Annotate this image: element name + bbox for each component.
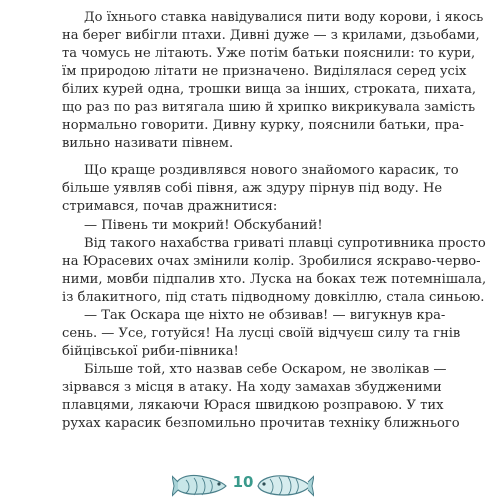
text-line: зірвався з місця в атаку. На ходу замахав збудженими xyxy=(62,379,442,395)
page-number: 10 xyxy=(232,473,254,491)
text-line: — Так Оскара ще ніхто не обзивав! — вигукнув кра- xyxy=(84,307,446,323)
text-line: бійцівської риби-півника! xyxy=(62,343,239,359)
body-text xyxy=(62,9,487,433)
text-line: їм природою літати не призначено. Виділялася серед усіх xyxy=(62,64,467,80)
text-line: що раз по раз витягала шию й хрипко викрикувала замість xyxy=(62,100,476,116)
text-line: ними, мовби підпалив хто. Луска на боках теж потемнішала, xyxy=(62,271,487,287)
text-line: — Півень ти мокрий! Обскубаний! xyxy=(84,217,323,233)
paragraph xyxy=(62,361,460,433)
paragraph xyxy=(62,235,487,307)
paragraph xyxy=(62,217,430,235)
text-line: на Юрасевих очах змінили колір. Зробилися яскраво-черво- xyxy=(62,253,481,269)
paragraph xyxy=(62,162,459,216)
fish-icon xyxy=(172,470,230,500)
text-line: білих курей одна, трошки вища за інших, строката, пихата, xyxy=(62,82,477,98)
text-line: рухах карасик безпомильно прочитав техніку ближнього xyxy=(62,416,460,432)
text-line: із блакитного, під стать підводному довкіллю, стала синьою. xyxy=(62,289,485,305)
text-line: Від такого нахабства гриваті плавці супротивника просто xyxy=(84,235,486,251)
text-line: стримався, почав дражнитися: xyxy=(62,199,278,215)
text-line: нормально говорити. Дивну курку, пояснили батьки, пра- xyxy=(62,118,464,134)
fish-icon xyxy=(252,470,314,500)
text-line: сень. — Усе, готуйся! На лусці своїй відчуєш силу та гнів xyxy=(62,325,461,341)
paragraph xyxy=(62,9,484,153)
page-footer xyxy=(0,470,500,500)
text-line: та чомусь не літають. Уже потім батьки пояснили: то кури, xyxy=(62,46,476,62)
text-line: плавцями, лякаючи Юрася швидкою розправою. У тих xyxy=(62,397,444,413)
text-line: До їхнього ставка навідувалися пити воду корови, і якось xyxy=(84,10,484,25)
paragraph xyxy=(62,307,461,361)
text-line: на берег вибігли птахи. Дивні дуже — з крилами, дзьобами, xyxy=(62,28,480,44)
text-line: Що краще роздивлявся нового знайомого карасик, то xyxy=(84,163,459,179)
text-line: вильно називати півнем. xyxy=(62,136,234,152)
text-line: Більше той, хто назвав себе Оскаром, не зволікав — xyxy=(84,361,447,377)
text-line: більше уявляв собі півня, аж здуру пірнув під воду. Не xyxy=(62,181,443,197)
